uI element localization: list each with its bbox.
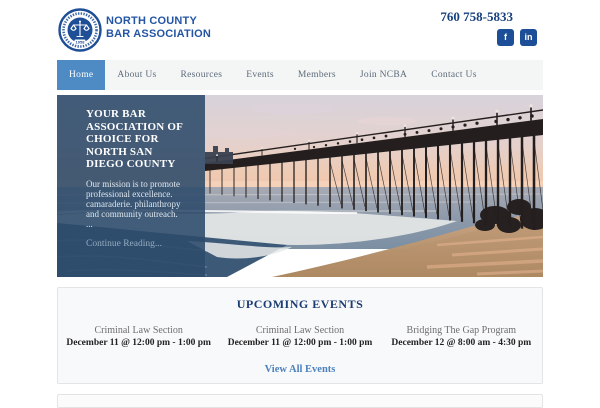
upcoming-events-section: [57, 287, 543, 384]
event-item: [219, 325, 380, 348]
hero-mission-text: Our mission is to promote professional excellence. camaraderie. philanthropy and community outreach. ...: [86, 178, 181, 229]
nav-item-join-ncba[interactable]: Join NCBA: [359, 70, 408, 80]
nav-item-members[interactable]: Members: [297, 70, 336, 80]
hero-heading: YOUR BAR ASSOCIATION OF CHOICE FOR NORTH SAN DIEGO COUNTY: [86, 108, 183, 170]
event-item: [58, 325, 219, 348]
event-name[interactable]: Criminal Law Section: [255, 325, 345, 336]
hero-text-panel: [57, 95, 205, 277]
nav-item-events[interactable]: Events: [246, 70, 274, 80]
nav-item-about-us[interactable]: About Us: [117, 70, 157, 80]
social-links: [497, 29, 537, 46]
event-datetime: December 11 @ 12:00 pm - 1:00 pm: [227, 338, 373, 348]
events-list: [58, 325, 542, 348]
site-header: [0, 0, 600, 60]
nav-item-resources[interactable]: Resources: [180, 70, 223, 80]
main-nav: [57, 60, 543, 90]
continue-reading-link[interactable]: Continue Reading...: [86, 238, 162, 249]
bar-association-seal-logo: [58, 8, 102, 52]
logo-line-1: NORTH COUNTY: [106, 15, 198, 27]
event-name[interactable]: Bridging The Gap Program: [406, 325, 517, 336]
site-logo-text[interactable]: [106, 15, 211, 40]
event-datetime: December 11 @ 12:00 pm - 1:00 pm: [66, 338, 211, 348]
facebook-icon[interactable]: f: [497, 29, 514, 46]
view-all-events-link[interactable]: View All Events: [264, 364, 336, 375]
next-section-partial: [57, 394, 543, 408]
upcoming-events-title: UPCOMING EVENTS: [236, 297, 364, 311]
event-name[interactable]: Criminal Law Section: [94, 325, 183, 336]
event-datetime: December 12 @ 8:00 am - 4:30 pm: [391, 338, 532, 348]
linkedin-icon[interactable]: in: [520, 29, 537, 46]
logo-line-2: BAR ASSOCIATION: [106, 27, 212, 40]
nav-item-contact-us[interactable]: Contact Us: [431, 70, 477, 80]
nav-item-home[interactable]: Home: [57, 60, 105, 90]
hero-banner: [57, 95, 543, 277]
seal-year: 1958: [75, 39, 85, 45]
event-item: [381, 325, 542, 348]
phone-number: 760 758-5833: [440, 9, 513, 24]
